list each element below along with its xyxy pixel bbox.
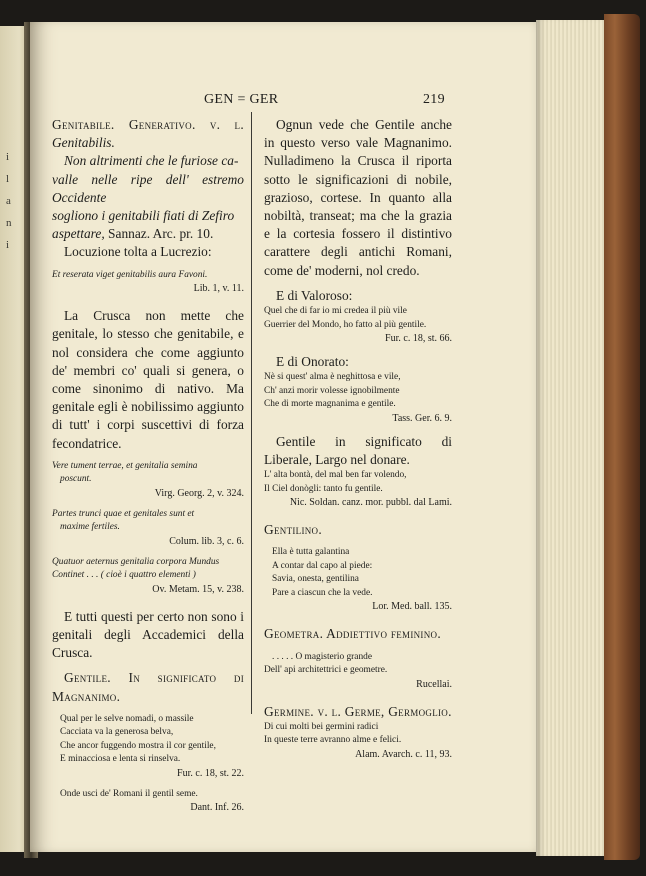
citation: Ov. Metam. 15, v. 238. bbox=[152, 583, 244, 595]
entry-subhead: E di Valoroso: bbox=[276, 287, 353, 303]
verse-line: In queste terre avranno alme e felici. bbox=[264, 735, 402, 746]
verse-line: Cacciata va la generosa belva, bbox=[60, 727, 174, 738]
entry-headword: Genitabile. Generativo. v. l. bbox=[52, 117, 244, 132]
latin-verse: Continet . . . ( cioè i quattro elementi ) bbox=[52, 570, 196, 581]
verse-line: . . . . . O magisterio grande bbox=[272, 651, 372, 662]
paragraph: Locuzione tolta a Lucrezio: bbox=[64, 244, 212, 260]
verse-line: Che ancor fuggendo mostra il cor gentile, bbox=[60, 740, 216, 751]
verse-line: Qual per le selve nomadi, o massile bbox=[60, 713, 194, 724]
verse-line: L' alta bontà, del mal ben far volendo, bbox=[264, 470, 407, 481]
right-column bbox=[264, 116, 452, 762]
entry-headword: Germine. v. l. Germe, Germoglio. bbox=[264, 703, 452, 719]
page-number: 219 bbox=[423, 92, 445, 107]
left-column bbox=[52, 116, 244, 815]
latin-verse: Quatuor aeternus genitalia corpora Mundus bbox=[52, 556, 220, 567]
verse-line: Quel che di far io mi credea il più vile bbox=[264, 306, 407, 317]
facing-letter: i bbox=[6, 239, 10, 251]
citation: Lib. 1, v. 11. bbox=[193, 283, 244, 295]
verse-line: Guerrier del Mondo, ho fatto al più gentile. bbox=[264, 319, 427, 330]
verse-line: Savia, onesta, gentilina bbox=[272, 574, 359, 585]
citation: Tass. Ger. 6. 9. bbox=[392, 412, 452, 424]
verse-line: Dell' api architettrici e geometre. bbox=[264, 665, 388, 676]
verse-line: A contar dal capo al piede: bbox=[272, 560, 373, 571]
citation: Virg. Georg. 2, v. 324. bbox=[154, 487, 244, 499]
latin-verse: Et reserata viget genitabilis aura Favoni. bbox=[52, 269, 208, 280]
verse-line: Ella è tutta galantina bbox=[272, 547, 350, 558]
running-head: GEN = GER bbox=[204, 92, 279, 107]
latin-word: Genitabilis. bbox=[52, 135, 115, 151]
citation: Nic. Soldan. canz. mor. pubbl. dal Lami. bbox=[289, 497, 452, 509]
page-edges bbox=[536, 20, 610, 856]
quote-line bbox=[52, 225, 244, 243]
verse-line: E minacciosa e lenta si rinselva. bbox=[60, 754, 181, 765]
facing-letter: n bbox=[6, 217, 12, 229]
quote-line: Non altrimenti che le furiose ca- bbox=[64, 153, 239, 169]
citation: Colum. lib. 3, c. 6. bbox=[169, 535, 244, 547]
column-divider bbox=[251, 112, 252, 714]
entry-headword: Gentilino. bbox=[264, 522, 323, 538]
verse-line: Ch' anzi morir volesse ignobilmente bbox=[264, 385, 400, 396]
entry-subhead: Gentile in significato di Liberale, Largo nel donare. bbox=[264, 433, 452, 467]
verse-line: Onde usci de' Romani il gentil seme. bbox=[60, 788, 198, 799]
citation: Lor. Med. ball. 135. bbox=[372, 601, 452, 613]
entry-genitabile bbox=[52, 116, 244, 152]
latin-verse: Partes trunci quae et genitales sunt et bbox=[52, 508, 195, 519]
citation: Rucellai. bbox=[416, 678, 452, 690]
latin-verse: poscunt. bbox=[60, 474, 92, 485]
leather-cover bbox=[604, 14, 640, 860]
facing-letter: a bbox=[6, 195, 11, 207]
verse-line: Di cui molti bei germini radici bbox=[264, 721, 379, 732]
citation: Sannaz. Arc. pr. 10. bbox=[108, 226, 214, 242]
citation: Alam. Avarch. c. 11, 93. bbox=[355, 748, 452, 760]
latin-verse: maxime fertiles. bbox=[60, 522, 120, 533]
entry-headword: Gentile. In significato di Magnanimo. bbox=[52, 670, 244, 704]
verse-line: Pare a ciascun che la vede. bbox=[272, 587, 373, 598]
citation: Dant. Inf. 26. bbox=[190, 802, 244, 814]
paragraph: E tutti questi per certo non sono i genitali degli Accademici della Crusca. bbox=[52, 608, 244, 661]
facing-letter: l bbox=[6, 173, 10, 185]
facing-page-letters bbox=[6, 146, 12, 256]
quote-line: valle nelle ripe dell' estremo Occidente bbox=[52, 171, 244, 205]
entry-subhead: E di Onorato: bbox=[276, 354, 349, 370]
citation: Fur. c. 18, st. 66. bbox=[385, 333, 452, 345]
paragraph: La Crusca non mette che genitale, lo stesso che genitabile, e nol considera che come aggiunto de' membri co' quali si genera, o come sinonimo di nativo. Ma genitale egli è nobilissimo aggiunto di tutt' i corpi suscettivi di forza fecondatrice. bbox=[52, 308, 244, 451]
entry-headword: Geometra. Addiettivo feminino. bbox=[264, 626, 441, 642]
latin-verse: Vere tument terrae, et genitalia semina bbox=[52, 460, 198, 471]
citation: Fur. c. 18, st. 22. bbox=[177, 767, 244, 779]
verse-line: Nè si quest' alma è neghittosa e vile, bbox=[264, 372, 401, 383]
facing-letter: i bbox=[6, 151, 10, 163]
quote-fragment: aspettare, bbox=[52, 226, 105, 242]
paragraph: Ognun vede che Gentile anche in questo verso vale Magnanimo. Nulladimeno la Crusca il riporta sotto le significazioni di nobile, grazioso, cortese. In quanto alla nobiltà, transeat; ma che la grazia e la cortesia fossero il distintivo carattere degli antichi Romani, come de' moderni, nol credo. bbox=[264, 117, 452, 278]
verse-line: Che di morte magnanima e gentile. bbox=[264, 399, 396, 410]
verse-line: Il Ciel donògli: tanto fu gentile. bbox=[264, 483, 383, 494]
quote-line: sogliono i genitabili fiati di Zefiro bbox=[52, 208, 235, 224]
